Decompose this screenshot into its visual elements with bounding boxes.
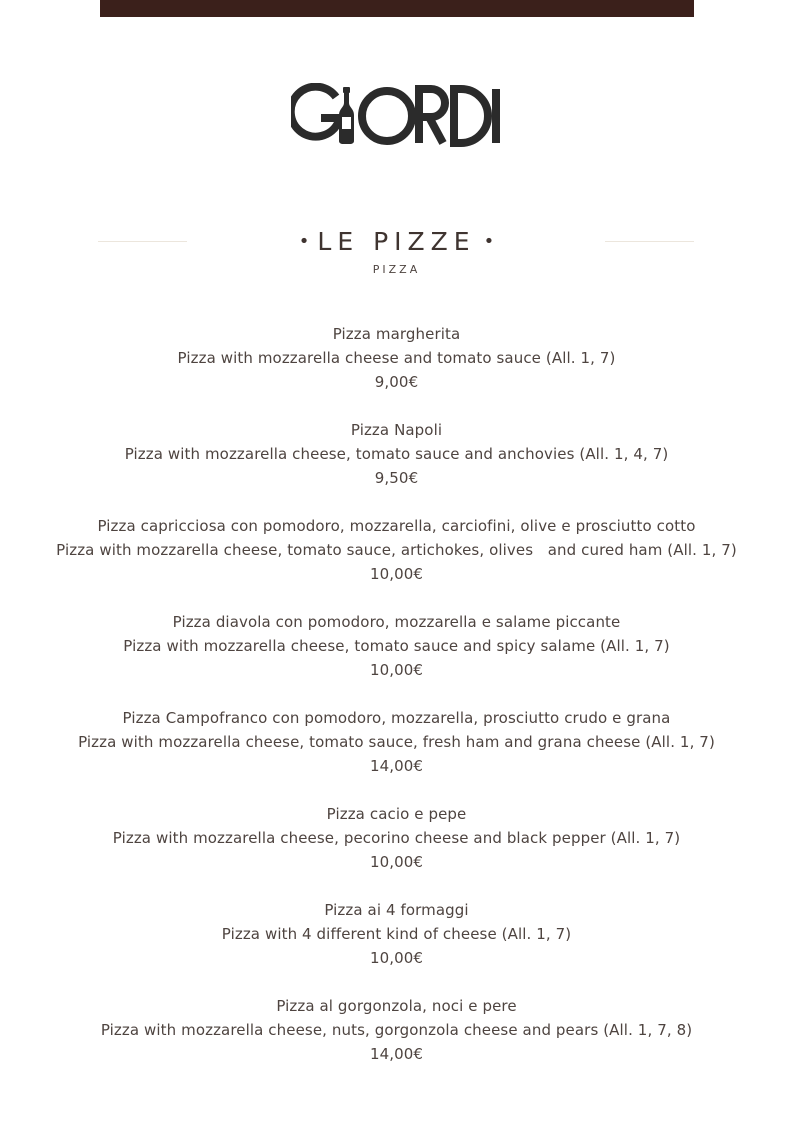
pizza-price: 10,00€ (369, 661, 424, 679)
menu-item (0, 706, 793, 802)
pizza-price: 9,00€ (374, 373, 419, 391)
pizza-price: 14,00€ (369, 757, 424, 775)
menu-item (0, 418, 793, 514)
menu-item (0, 610, 793, 706)
pizza-description: Pizza with mozzarella cheese, tomato sauce, fresh ham and grana cheese (All. 1, 7) (78, 733, 715, 751)
section-title (0, 226, 793, 258)
pizza-price: 14,00€ (369, 1045, 424, 1063)
pizza-description: Pizza with mozzarella cheese, tomato sauce and spicy salame (All. 1, 7) (123, 637, 670, 655)
pizza-name: Pizza cacio e pepe (326, 805, 467, 823)
menu-item (0, 514, 793, 610)
section-subtitle: PIZZA (372, 263, 421, 276)
pizza-name: Pizza diavola con pomodoro, mozzarella e salame piccante (172, 613, 621, 631)
title-dot-left: • (298, 231, 310, 252)
pizza-description: Pizza with mozzarella cheese, tomato sauce, artichokes, olives and cured ham (All. 1, 7) (56, 541, 737, 559)
pizza-name: Pizza ai 4 formaggi (324, 901, 469, 919)
menu-item (0, 994, 793, 1090)
giordi-logo (0, 83, 793, 149)
title-dot-right: • (483, 231, 495, 252)
menu-item (0, 802, 793, 898)
pizza-description: Pizza with mozzarella cheese, nuts, gorgonzola cheese and pears (All. 1, 7, 8) (100, 1021, 693, 1039)
pizza-price: 9,50€ (374, 469, 419, 487)
section-title-text: LE PIZZE (317, 227, 476, 256)
pizza-name: Pizza Napoli (350, 421, 443, 439)
menu-item (0, 322, 793, 418)
pizza-description: Pizza with mozzarella cheese and tomato sauce (All. 1, 7) (177, 349, 616, 367)
pizza-description: Pizza with mozzarella cheese, pecorino cheese and black pepper (All. 1, 7) (112, 829, 681, 847)
menu-item (0, 898, 793, 994)
giordi-logo-graphic (291, 83, 503, 149)
pizza-menu-list (0, 322, 793, 1090)
pizza-name: Pizza al gorgonzola, noci e pere (276, 997, 517, 1015)
pizza-price: 10,00€ (369, 565, 424, 583)
top-bar (100, 0, 694, 17)
pizza-price: 10,00€ (369, 949, 424, 967)
pizza-name: Pizza margherita (332, 325, 461, 343)
pizza-description: Pizza with 4 different kind of cheese (All. 1, 7) (221, 925, 572, 943)
pizza-name: Pizza capricciosa con pomodoro, mozzarella, carciofini, olive e prosciutto cotto (97, 517, 696, 535)
pizza-price: 10,00€ (369, 853, 424, 871)
pizza-name: Pizza Campofranco con pomodoro, mozzarella, prosciutto crudo e grana (122, 709, 671, 727)
pizza-description: Pizza with mozzarella cheese, tomato sauce and anchovies (All. 1, 4, 7) (124, 445, 669, 463)
